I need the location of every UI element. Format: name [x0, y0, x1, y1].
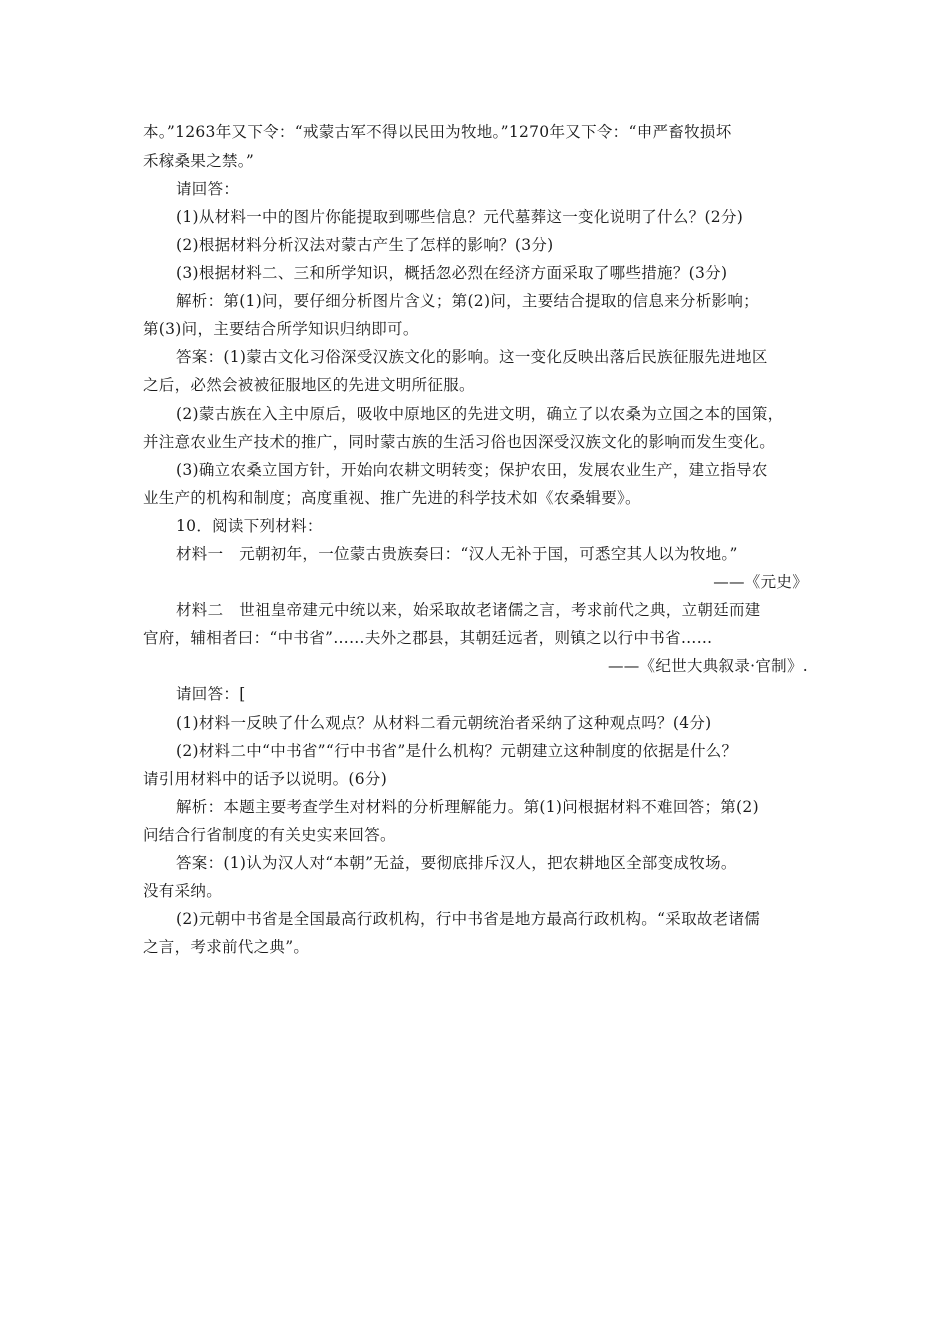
text-line: 请回答： [176, 180, 240, 198]
text-line: (2)元朝中书省是全国最高行政机构，行中书省是地方最高行政机构。“采取故老诸儒 [176, 910, 761, 928]
text-line: 材料一 元朝初年，一位蒙古贵族奏曰：“汉人无补于国，可悉空其人以为牧地。” [176, 545, 738, 563]
text-line: 材料二 世祖皇帝建元中统以来，始采取故老诸儒之言，考求前代之典，立朝廷而建 [176, 601, 761, 619]
text-line: (3)确立农桑立国方针，开始向农耕文明转变；保护农田，发展农业生产，建立指导农 [176, 461, 768, 479]
text-line: 官府，辅相者曰：“中书省”……夫外之郡县，其朝廷远者，则镇之以行中书省…… [143, 629, 713, 647]
text-line: 没有采纳。 [143, 882, 223, 900]
text-line: 10．阅读下列材料： [176, 517, 323, 535]
text-line: 之言，考求前代之典”。 [143, 938, 310, 956]
text-line: 之后，必然会被被征服地区的先进文明所征服。 [143, 376, 475, 394]
text-line: 解析：第(1)问，要仔细分析图片含义；第(2)问，主要结合提取的信息来分析影响； [176, 292, 759, 310]
text-line: (3)根据材料二、三和所学知识，概括忽必烈在经济方面采取了哪些措施？(3分) [176, 264, 728, 282]
source-citation: ——《纪世大典叙录·官制》. [607, 657, 808, 675]
text-line: (2)材料二中“中书省”“行中书省”是什么机构？元朝建立这种制度的依据是什么？ [176, 742, 738, 760]
text-line: 第(3)问，主要结合所学知识归纳即可。 [143, 320, 419, 338]
text-line: (2)蒙古族在入主中原后，吸收中原地区的先进文明，确立了以农桑为立国之本的国策， [176, 405, 784, 423]
text-line: 答案：(1)认为汉人对“本朝”无益，要彻底排斥汉人，把农耕地区全部变成牧场。 [176, 854, 737, 872]
source-citation: ——《元史》 [713, 573, 808, 591]
text-line: 问结合行省制度的有关史实来回答。 [143, 826, 396, 844]
text-line: 本。”1263年又下令：“戒蒙古军不得以民田为牧地。”1270年又下令：“申严畜牧损坏 [143, 123, 732, 141]
text-line: 请引用材料中的话予以说明。(6分) [143, 770, 388, 788]
text-line: 请回答：[ [176, 685, 246, 703]
text-line: (1)从材料一中的图片你能提取到哪些信息？元代墓葬这一变化说明了什么？(2分) [176, 208, 744, 226]
text-line: 答案：(1)蒙古文化习俗深受汉族文化的影响。这一变化反映出落后民族征服先进地区 [176, 348, 768, 366]
text-line: 禾稼桑果之禁。” [143, 152, 255, 170]
text-line: 解析：本题主要考查学生对材料的分析理解能力。第(1)问根据材料不难回答；第(2) [176, 798, 759, 816]
text-line: (2)根据材料分析汉法对蒙古产生了怎样的影响？(3分) [176, 236, 554, 254]
text-line: 并注意农业生产技术的推广，同时蒙古族的生活习俗也因深受汉族文化的影响而发生变化。 [143, 433, 776, 451]
text-line: (1)材料一反映了什么观点？从材料二看元朝统治者采纳了这种观点吗？(4分) [176, 714, 712, 732]
text-line: 业生产的机构和制度；高度重视、推广先进的科学技术如《农桑辑要》。 [143, 489, 641, 507]
